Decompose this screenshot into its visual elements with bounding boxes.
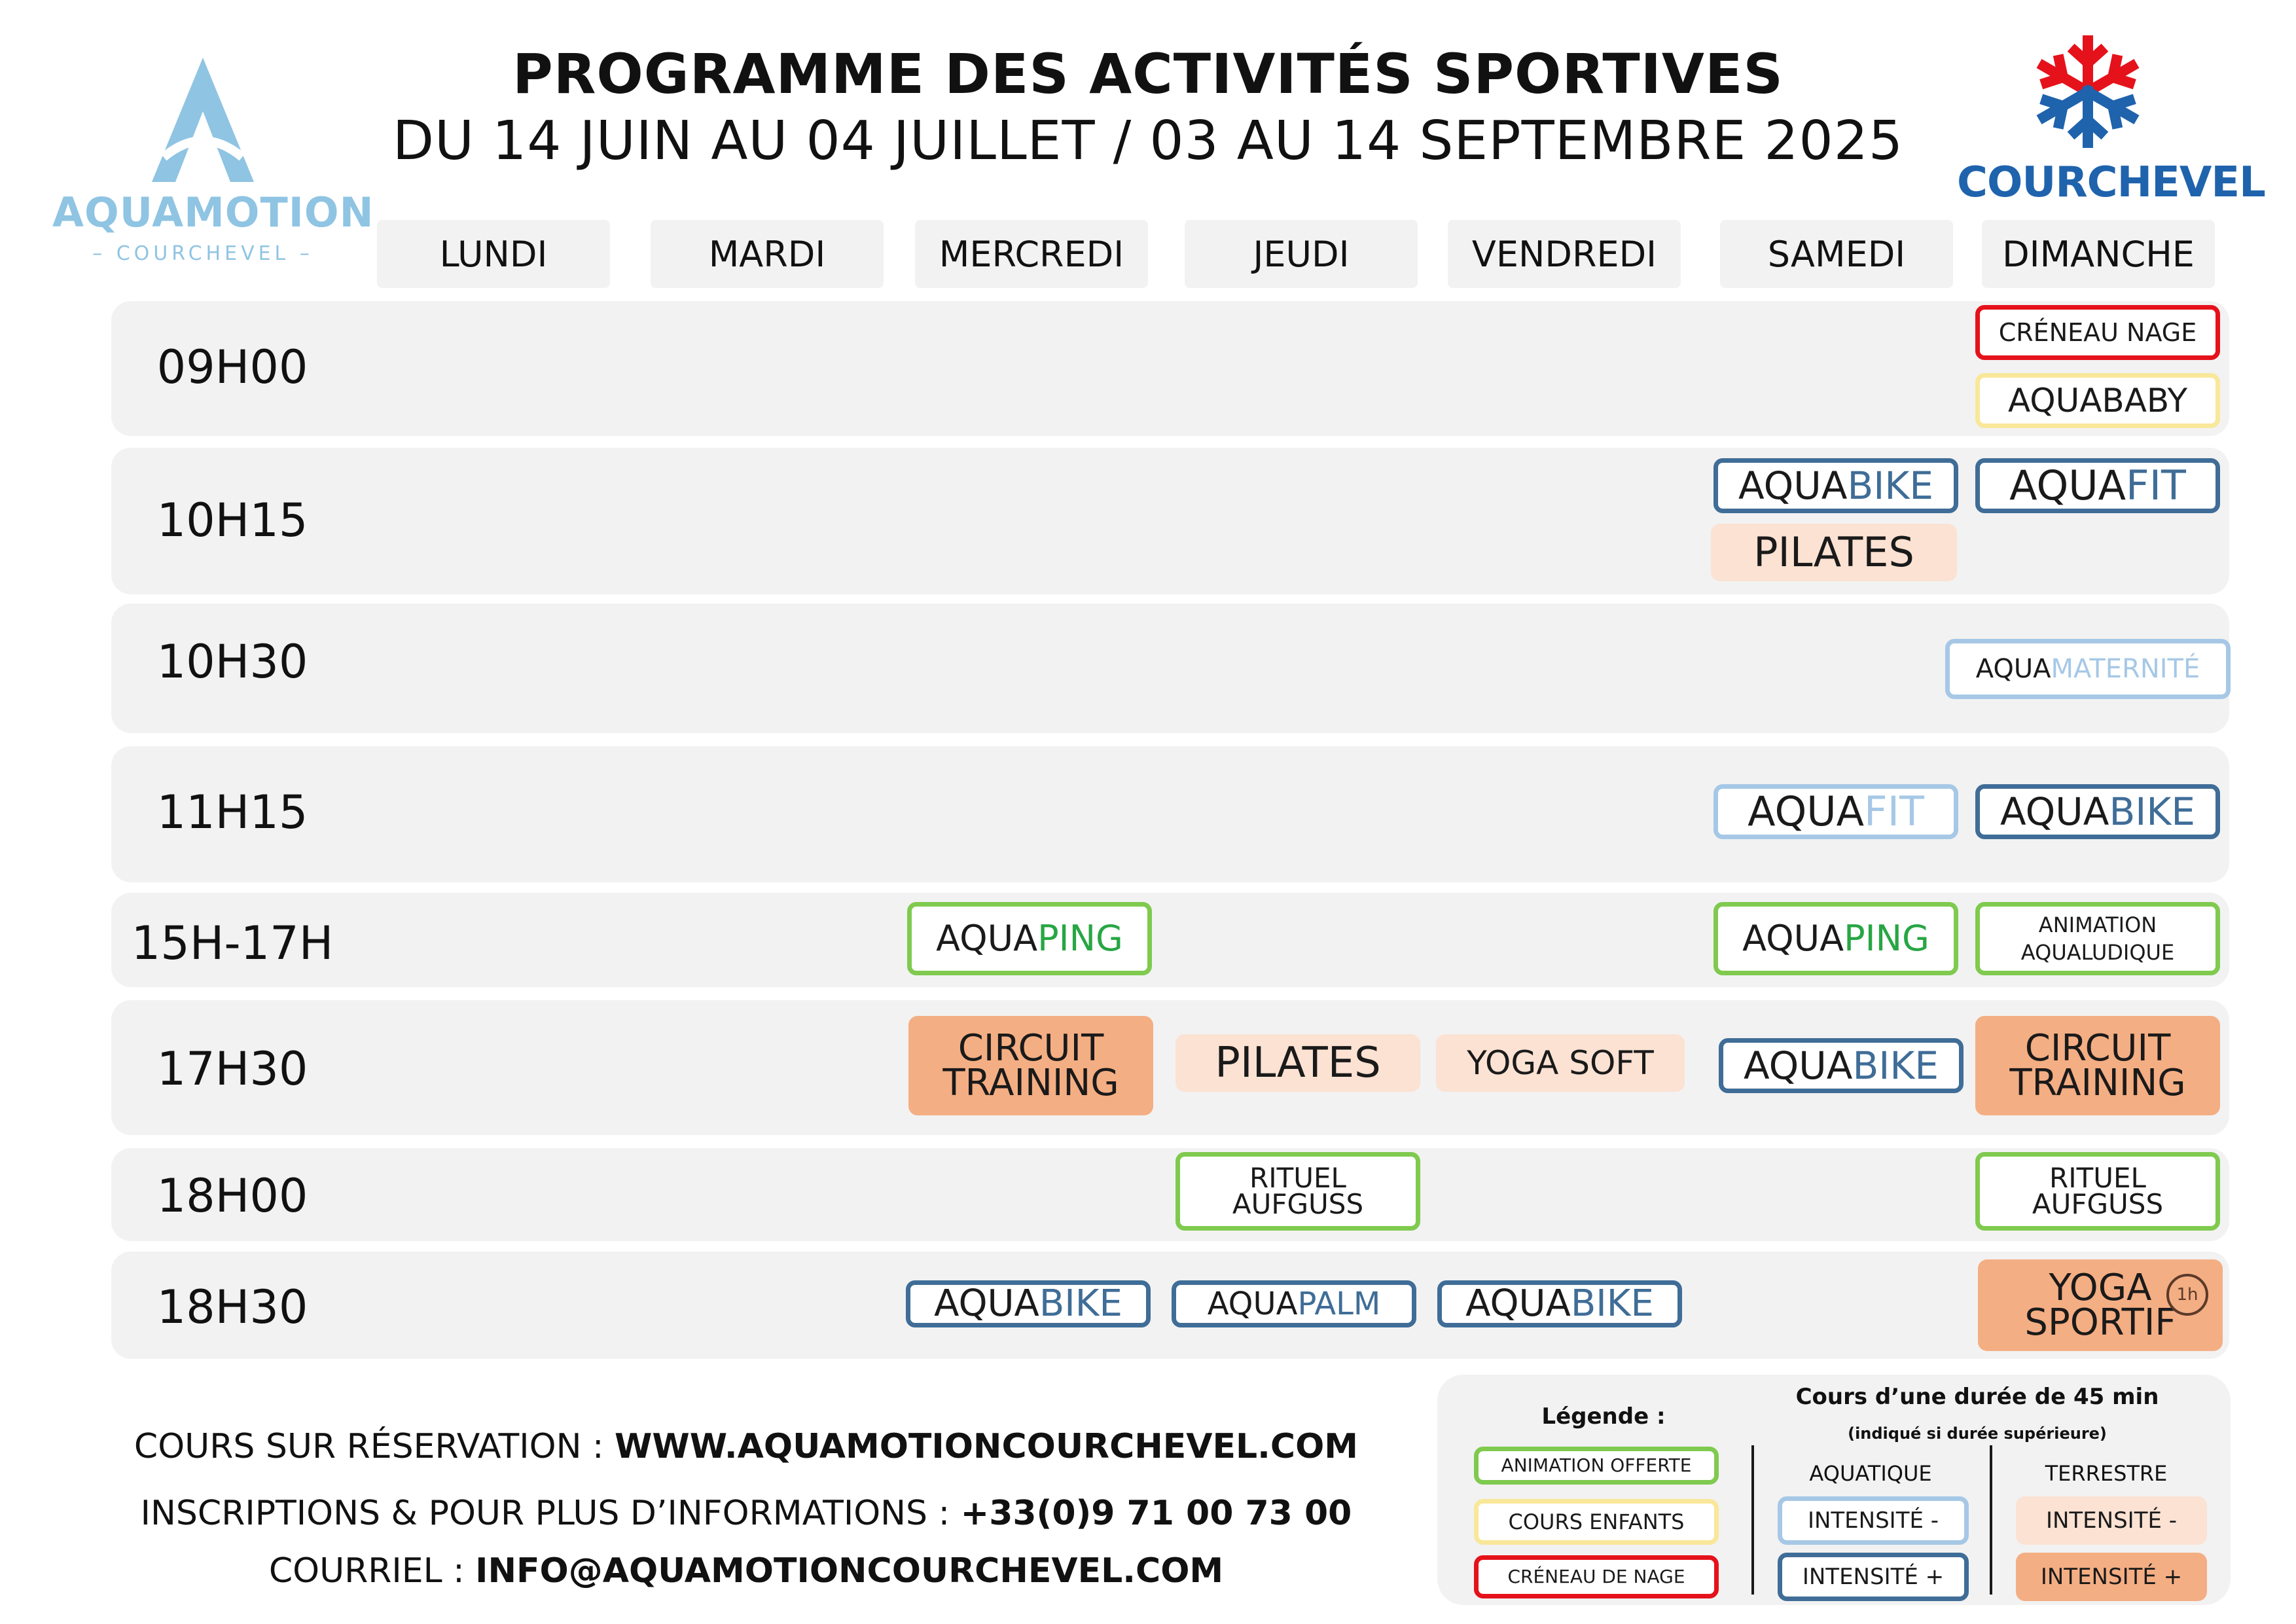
schedule-row [111, 604, 2229, 733]
email-link[interactable]: INFO@AQUAMOTIONCOURCHEVEL.COM [475, 1551, 1224, 1591]
activity-aquamaternite[interactable]: AQUA MATERNITÉ [1945, 639, 2231, 699]
legend-aquatique: AQUATIQUE [1809, 1461, 1932, 1486]
time-label: 09H00 [156, 340, 308, 394]
duration-badge-icon: 1h [2166, 1274, 2208, 1316]
activity-yoga-sportif[interactable]: YOGA SPORTIF 1h [1978, 1259, 2223, 1351]
day-header-samedi: SAMEDI [1720, 220, 1953, 288]
legend-aquatique-intensite-plus: INTENSITÉ + [1778, 1553, 1969, 1601]
legend-terrestre-intensite-plus: INTENSITÉ + [2016, 1553, 2207, 1601]
aquamotion-logo-tagline: – COURCHEVEL – [92, 242, 314, 265]
time-label: 17H30 [156, 1042, 308, 1096]
time-label: 10H15 [156, 494, 308, 547]
legend-duration-note: Cours d’une durée de 45 min [1795, 1384, 2159, 1410]
legend-animation-offerte: ANIMATION OFFERTE [1474, 1447, 1719, 1485]
activity-yoga-soft[interactable]: YOGA SOFT [1436, 1034, 1685, 1092]
footer-info: INSCRIPTIONS & POUR PLUS D’INFORMATIONS : +33(0)9 71 00 73 00 [140, 1494, 1352, 1533]
aquamotion-logo [52, 46, 374, 281]
phone-link[interactable]: +33(0)9 71 00 73 00 [960, 1494, 1352, 1533]
page-subtitle: DU 14 JUIN AU 04 JUILLET / 03 AU 14 SEPTEMBRE 2025 [392, 110, 1904, 172]
aquamotion-a-icon [137, 52, 268, 190]
legend-divider [1751, 1445, 1754, 1595]
legend-panel [1437, 1375, 2231, 1605]
legend-creneau-de-nage: CRÉNEAU DE NAGE [1474, 1555, 1719, 1598]
schedule-row [111, 301, 2229, 436]
day-header-lundi: LUNDI [377, 220, 610, 288]
activity-animation-aqualudique[interactable]: ANIMATION AQUALUDIQUE [1975, 902, 2220, 975]
activity-pilates[interactable]: PILATES [1175, 1034, 1420, 1092]
activity-circuit-training[interactable]: CIRCUIT TRAINING [1975, 1016, 2220, 1115]
schedule-row [111, 1148, 2229, 1241]
legend-cours-enfants: COURS ENFANTS [1474, 1499, 1719, 1545]
activity-aquapalm[interactable]: AQUA PALM [1172, 1280, 1416, 1327]
activity-aquabike[interactable]: AQUA BIKE [1713, 458, 1958, 513]
day-header-mardi: MARDI [651, 220, 884, 288]
activity-aquaping[interactable]: AQUA PING [1713, 902, 1958, 975]
courchevel-logo-text: COURCHEVEL [1957, 158, 2265, 207]
activity-aquaping[interactable]: AQUA PING [907, 902, 1152, 975]
courchevel-logo [1957, 33, 2265, 216]
page-title: PROGRAMME DES ACTIVITÉS SPORTIVES [512, 42, 1784, 106]
aquamotion-logo-text: AQUAMOTION [52, 189, 374, 236]
footer-email: COURRIEL : INFO@AQUAMOTIONCOURCHEVEL.COM [268, 1551, 1224, 1591]
snowflake-icon [2029, 33, 2147, 151]
website-link[interactable]: WWW.AQUAMOTIONCOURCHEVEL.COM [615, 1427, 1359, 1466]
time-label: 18H00 [156, 1169, 308, 1223]
day-header-dimanche: DIMANCHE [1982, 220, 2215, 288]
activity-aquababy[interactable]: AQUABABY [1975, 373, 2220, 428]
activity-aquabike[interactable]: AQUA BIKE [1719, 1038, 1964, 1093]
legend-terrestre-intensite-minus: INTENSITÉ - [2016, 1496, 2207, 1545]
time-label: 11H15 [156, 785, 308, 839]
activity-rituel-aufguss[interactable]: RITUEL AUFGUSS [1175, 1152, 1420, 1231]
time-label: 15H-17H [131, 916, 334, 970]
schedule-row [111, 1252, 2229, 1359]
activity-circuit-training[interactable]: CIRCUIT TRAINING [908, 1016, 1153, 1115]
activity-rituel-aufguss[interactable]: RITUEL AUFGUSS [1975, 1152, 2220, 1231]
time-label: 18H30 [156, 1280, 308, 1334]
legend-aquatique-intensite-minus: INTENSITÉ - [1778, 1496, 1969, 1545]
legend-title: Légende : [1541, 1403, 1666, 1430]
day-header-mercredi: MERCREDI [915, 220, 1148, 288]
footer-reservation: COURS SUR RÉSERVATION : WWW.AQUAMOTIONCOURCHEVEL.COM [134, 1427, 1359, 1466]
activity-aquabike[interactable]: AQUA BIKE [906, 1280, 1151, 1327]
legend-divider [1990, 1445, 1992, 1595]
activity-aquabike[interactable]: AQUA BIKE [1975, 784, 2220, 839]
day-header-jeudi: JEUDI [1185, 220, 1418, 288]
time-label: 10H30 [156, 635, 308, 689]
legend-duration-sub: (indiqué si durée supérieure) [1848, 1424, 2107, 1443]
activity-aquafit[interactable]: AQUA FIT [1713, 784, 1958, 839]
activity-creneau-nage[interactable]: CRÉNEAU NAGE [1975, 305, 2220, 360]
activity-aquabike[interactable]: AQUA BIKE [1437, 1280, 1682, 1327]
legend-terrestre: TERRESTRE [2045, 1461, 2168, 1486]
day-header-vendredi: VENDREDI [1448, 220, 1681, 288]
activity-aquafit[interactable]: AQUA FIT [1975, 458, 2220, 513]
activity-pilates[interactable]: PILATES [1711, 524, 1957, 581]
